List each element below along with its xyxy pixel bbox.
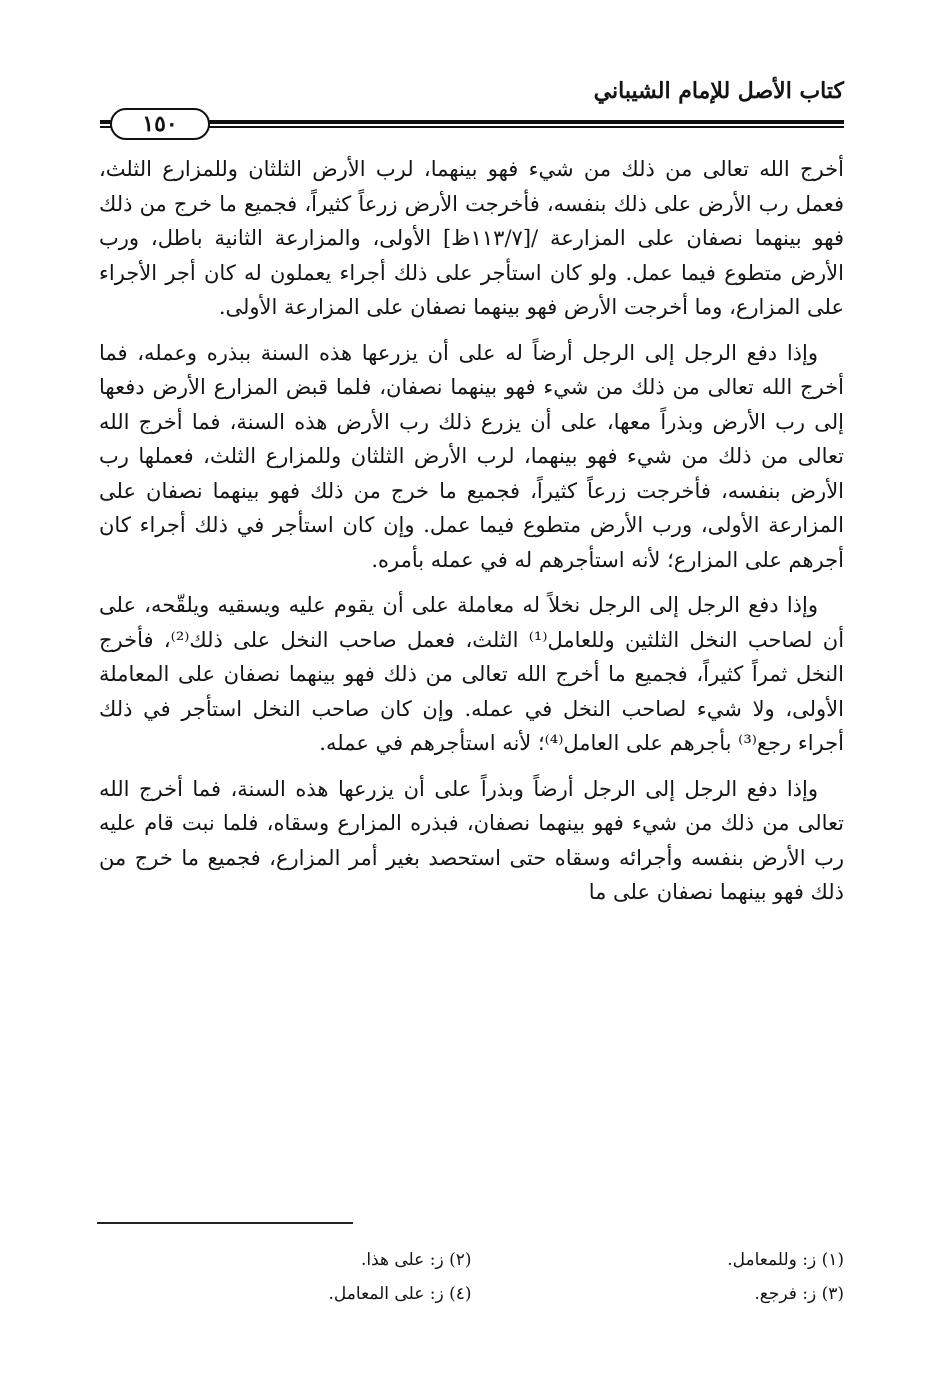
footnote-1: (١) ز: وللمعامل. [727, 1250, 844, 1270]
footnote-separator [97, 1222, 353, 1224]
main-text [99, 152, 844, 921]
footnotes [99, 1243, 844, 1311]
paragraph-3: وإذا دفع الرجل إلى الرجل نخلاً له معاملة على أن يقوم عليه ويسقيه ويلقّحه، على أن لصاحب النخل الثلثين وللعامل⁽¹⁾ الثلث، فعمل صاحب النخل على ذلك⁽²⁾، فأخرج النخل ثمراً كثيراً، فجميع ما أخرج الله تعالى من ذلك فهو بينهما نصفان على المعاملة الأولى، ولا شيء لصاحب النخل في عمله. وإن كان صاحب النخل استأجر في ذلك أجراء رجع⁽³⁾ بأجرهم على العامل⁽⁴⁾؛ لأنه استأجرهم في عمله. [99, 593, 845, 755]
paragraph-4: وإذا دفع الرجل إلى الرجل أرضاً وبذراً على أن يزرعها هذه السنة، فما أخرج الله تعالى من ذلك من شيء فهو بينهما نصفان، فبذره المزارع وسقاه، فلما نبت قام عليه رب الأرض بنفسه وأجرائه وسقاه حتى استحصد بغير أمر المزارع، فجميع ما خرج من ذلك فهو بينهما نصفان على ما [99, 776, 844, 904]
paragraph-1: أخرج الله تعالى من ذلك من شيء فهو بينهما، لرب الأرض الثلثان وللمزارع الثلث، فعمل رب الأرض على ذلك بنفسه، فأخرجت الأرض زرعاً كثيراً، فجميع ما خرج من ذلك فهو بينهما نصفان على المزارعة /[١١٣/٧ظ] الأولى، والمزارعة الثانية باطل، ورب الأرض متطوع فيما عمل. ولو كان استأجر على ذلك أجراء يعملون له كان أجر الأجراء على المزارع، وما أخرجت الأرض فهو بينهما نصفان على المزارعة الأولى. [99, 157, 844, 319]
footnote-2: (٢) ز: على هذا. [360, 1250, 472, 1270]
page-number: ١٥٠ [110, 108, 210, 140]
footnote-3: (٣) ز: فرجع. [754, 1284, 844, 1304]
footnote-row [99, 1243, 844, 1277]
footnote-4: (٤) ز: على المعامل. [328, 1284, 472, 1304]
header-rule [100, 120, 844, 128]
header-rule-thin [100, 126, 844, 128]
paragraph-2: وإذا دفع الرجل إلى الرجل أرضاً له على أن يزرعها هذه السنة ببذره وعمله، فما أخرج الله تعالى من ذلك من شيء فهو بينهما نصفان، فلما قبض المزارع الأرض دفعها إلى رب الأرض وبذراً معها، على أن يزرع ذلك رب الأرض هذه السنة، فما أخرج الله تعالى من ذلك من شيء فهو بينهما، لرب الأرض الثلثان وللمزارع الثلث، فعملها رب الأرض بنفسه، فأخرجت زرعاً كثيراً، فجميع ما خرج من ذلك فهو بينهما نصفان على المزارعة الأولى، ورب الأرض متطوع فيما عمل. وإن كان استأجر في ذلك أجراء كان أجرهم على المزارع؛ لأنه استأجرهم له في عمله بأمره. [99, 340, 844, 572]
page-header [100, 78, 844, 136]
footnote-row [99, 1277, 844, 1311]
book-title: كتاب الأصل للإمام الشيباني [593, 78, 844, 104]
header-rule-thick [100, 120, 844, 124]
